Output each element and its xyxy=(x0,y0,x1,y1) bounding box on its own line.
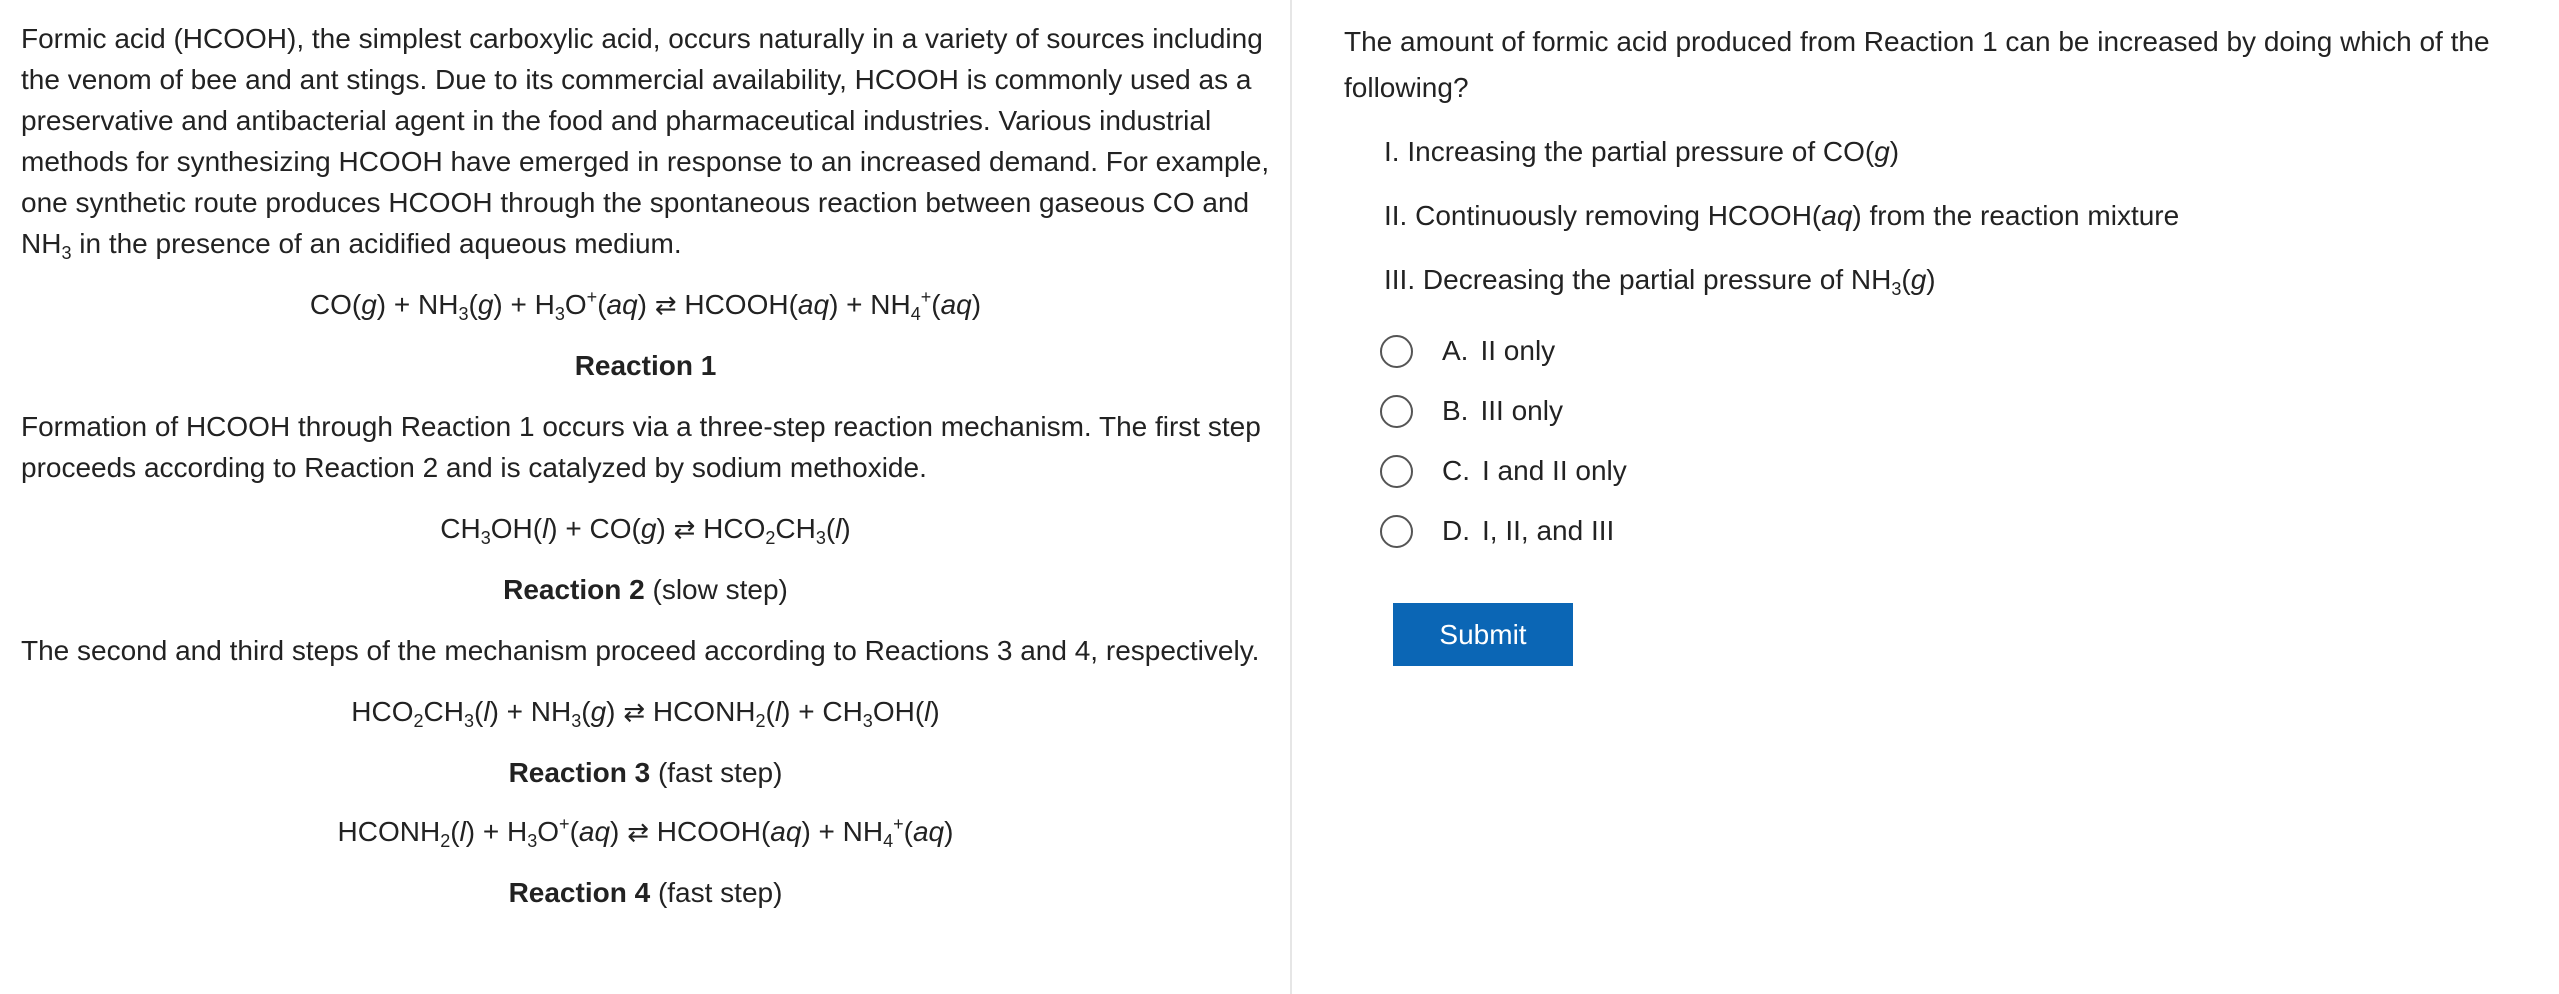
option-a-letter: A. xyxy=(1442,335,1469,366)
statement-list xyxy=(1344,129,2559,303)
steps-paragraph: The second and third steps of the mechanism proceed according to Reactions 3 and 4, respectively. xyxy=(21,635,1260,666)
statement-3: III. Decreasing the partial pressure of $NH_3(g)$ xyxy=(1384,264,1936,299)
option-b-text: III only xyxy=(1480,395,1563,426)
intro-text-end: in the presence of an acidified aqueous medium. xyxy=(71,228,682,259)
intro-text: Formic acid (HCOOH), the simplest carboxylic acid, occurs naturally in a variety of sources including the venom of bee and ant stings. Due to its commercial availability, HCOOH is commonly used as a preservative and antibacterial agent in the food and pharmaceutical industries. Various industrial methods for synthesizing HCOOH have emerged in response to an increased demand. For example, one synthetic route produces HCOOH through the spontaneous reaction between gaseous CO and NH xyxy=(21,23,1270,259)
reaction-4-label: Reaction 4 (fast step) xyxy=(508,877,783,908)
option-a-text: II only xyxy=(1480,335,1556,366)
question-stem: The amount of formic acid produced from Reaction 1 can be increased by doing which of the following? xyxy=(1344,26,2490,103)
question-panel xyxy=(1292,0,2559,994)
reaction-2-label: Reaction 2 (slow step) xyxy=(503,574,788,605)
option-c-text: I and II only xyxy=(1482,455,1627,486)
option-a[interactable] xyxy=(1380,321,2559,381)
statement-1: I. Increasing the partial pressure of CO(g) xyxy=(1384,136,1900,167)
option-d-letter: D. xyxy=(1442,515,1470,546)
reaction-2-equation: $CH_3OH(l) + CO(g)$ ⇄ $HCO_2CH_3(l)$ xyxy=(440,513,851,548)
reaction-1-equation: $CO(g) + NH_3(g) + H_3O^+(aq)$ ⇄ HCOOH(aq) + $NH_4^+(aq)$ xyxy=(309,287,982,324)
option-c-radio[interactable] xyxy=(1380,455,1413,488)
option-c-letter: C. xyxy=(1442,455,1470,486)
reaction-3-label: Reaction 3 (fast step) xyxy=(508,757,783,788)
mechanism-paragraph: Formation of HCOOH through Reaction 1 occurs via a three-step reaction mechanism. The first step proceeds according to Reaction 2 and is catalyzed by sodium methoxide. xyxy=(21,411,1261,483)
reaction-3-equation: $HCO_2CH_3(l) + NH_3(g)$ ⇄ $HCONH_2(l) + CH_3OH(l)$ xyxy=(351,696,940,731)
option-c[interactable] xyxy=(1380,441,2559,501)
option-b[interactable] xyxy=(1380,381,2559,441)
answer-options xyxy=(1344,321,2559,561)
intro-paragraph: Formic acid (HCOOH), the simplest carboxylic acid, occurs naturally in a variety of sources including the venom of bee and ant stings. Due to its commercial availability, HCOOH is commonly used as a preservative and antibacterial agent in the food and pharmaceutical industries. Various industrial methods for synthesizing HCOOH have emerged in response to an increased demand. For example, one synthetic route produces HCOOH through the spontaneous reaction between gaseous CO and $NH_3$ in the presence of an acidified aqueous medium. xyxy=(21,23,1270,263)
submit-button[interactable]: Submit xyxy=(1393,603,1573,666)
option-d-text: I, II, and III xyxy=(1482,515,1615,546)
option-b-letter: B. xyxy=(1442,395,1469,426)
option-b-radio[interactable] xyxy=(1380,395,1413,428)
reaction-1-label: Reaction 1 xyxy=(574,350,717,381)
statement-2: II. Continuously removing HCOOH(aq) from the reaction mixture xyxy=(1384,200,2180,231)
option-d[interactable] xyxy=(1380,501,2559,561)
option-a-radio[interactable] xyxy=(1380,335,1413,368)
reaction-4-equation: $HCONH_2(l) + H_3O^+(aq)$ ⇄ HCOOH(aq) + $NH_4^+(aq)$ xyxy=(337,814,954,851)
option-d-radio[interactable] xyxy=(1380,515,1413,548)
